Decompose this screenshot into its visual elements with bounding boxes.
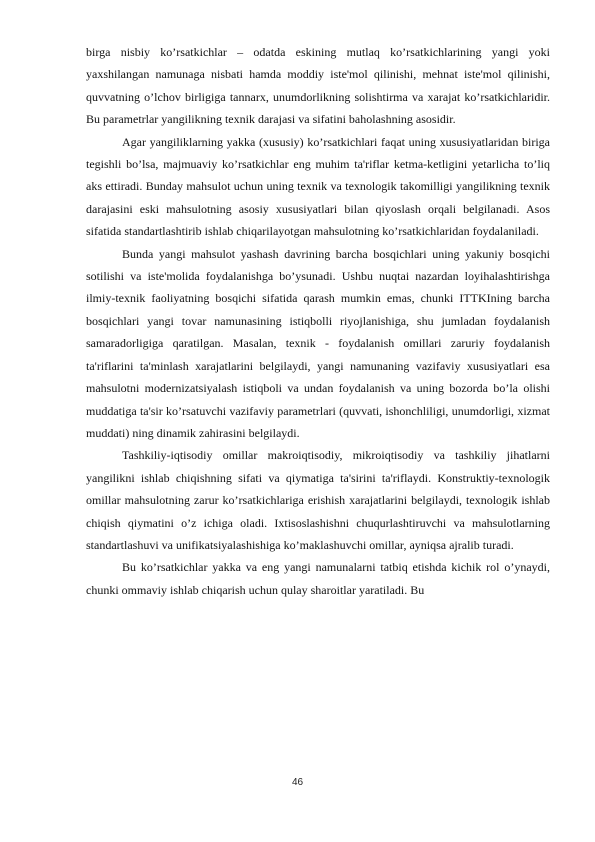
paragraph-2: Agar yangiliklarning yakka (xususiy) ko’rsatkichlari faqat uning xususiyatlaridan biriga tegishli bo’lsa, majmuaviy ko’rsatkichlar eng muhim ta'riflar ketma-ketligini yetarlicha to’liq aks ettiradi. Bunday mahsulot uchun uning texnik va texnologik takomilligi yangilikning texnik darajasini eski mahsulotning asosiy xususiyatlari bilan qiyoslash orqali belgilanadi. Asos sifatida standartlashtirib ishlab chiqarilayotgan mahsulotning ko’rsatkichlaridan foydalaniladi. [86, 134, 550, 239]
paragraph-4: Tashkiliy-iqtisodiy omillar makroiqtisodiy, mikroiqtisodiy va tashkiliy jihatlarni yangilikni ishlab chiqishning sifati va qiymatiga ta'sirini ta'riflaydi. Konstruktiy-texnologik omillar mahsulotning zarur ko’rsatkichlariga erishish xarajatlarini belgilaydi, texnologik ishlab chiqish qiymatini o’z ichiga oladi. Ixtisoslashishni chuqurlashtiruvchi va mahsulotlarning standartlashuvi va unifikatsiyalashishiga ko’maklashuvchi omillar, ayniqsa ajralib turadi. [86, 448, 550, 552]
body-text [86, 41, 550, 601]
paragraph-1: birga nisbiy ko’rsatkichlar – odatda eskining mutlaq ko’rsatkichlarining yangi yoki yaxshilangan namunaga nisbati hamda moddiy iste'mol qilinishi, mehnat iste'mol qilinishi, quvvatning o’lchov birligiga tannarx, unumdorlikning solishtirma va xarajat ko’rsatkichlaridir. Bu parametrlar yangilikning texnik darajasi va sifatini baholashning asosidir. [86, 45, 550, 127]
paragraph-3: Bunda yangi mahsulot yashash davrining barcha bosqichlari uning yakuniy bosqichi sotilishi va iste'molida foydalanishga bo’ysunadi. Ushbu nuqtai nazardan loyihalashtirishga ilmiy-texnik faoliyatning bosqichi sifatida qarash mumkin emas, chunki ITTKIning barcha bosqichlari yangi tovar namunasining istiqbolli riyojlanishiga, shu jumladan foydalanish samaradorligiga qaratilgan. Masalan, texnik - foydalanish omillari zaruriy foydalanish ta'riflarini ta'minlash xarajatlarini belgilaydi, yangi namunaning vazifaviy xususiyatlari esa mahsulotni modernizatsiyalash istiqboli va undan foydalanish va uning bozorda bo’la olishi muddatiga ta'sir ko’rsatuvchi vazifaviy parametrlari (quvvati, ishonchliligi, unumdorligi, xizmat muddati) ning dinamik zahirasini belgilaydi. [86, 246, 550, 440]
page-number: 46 [291, 777, 304, 788]
paragraph-5: Bu ko’rsatkichlar yakka va eng yangi namunalarni tatbiq etishda kichik rol o’ynaydi, chunki ommaviy ishlab chiqarish uchun qulay sharoitlar yaratiladi. Bu [86, 560, 550, 597]
